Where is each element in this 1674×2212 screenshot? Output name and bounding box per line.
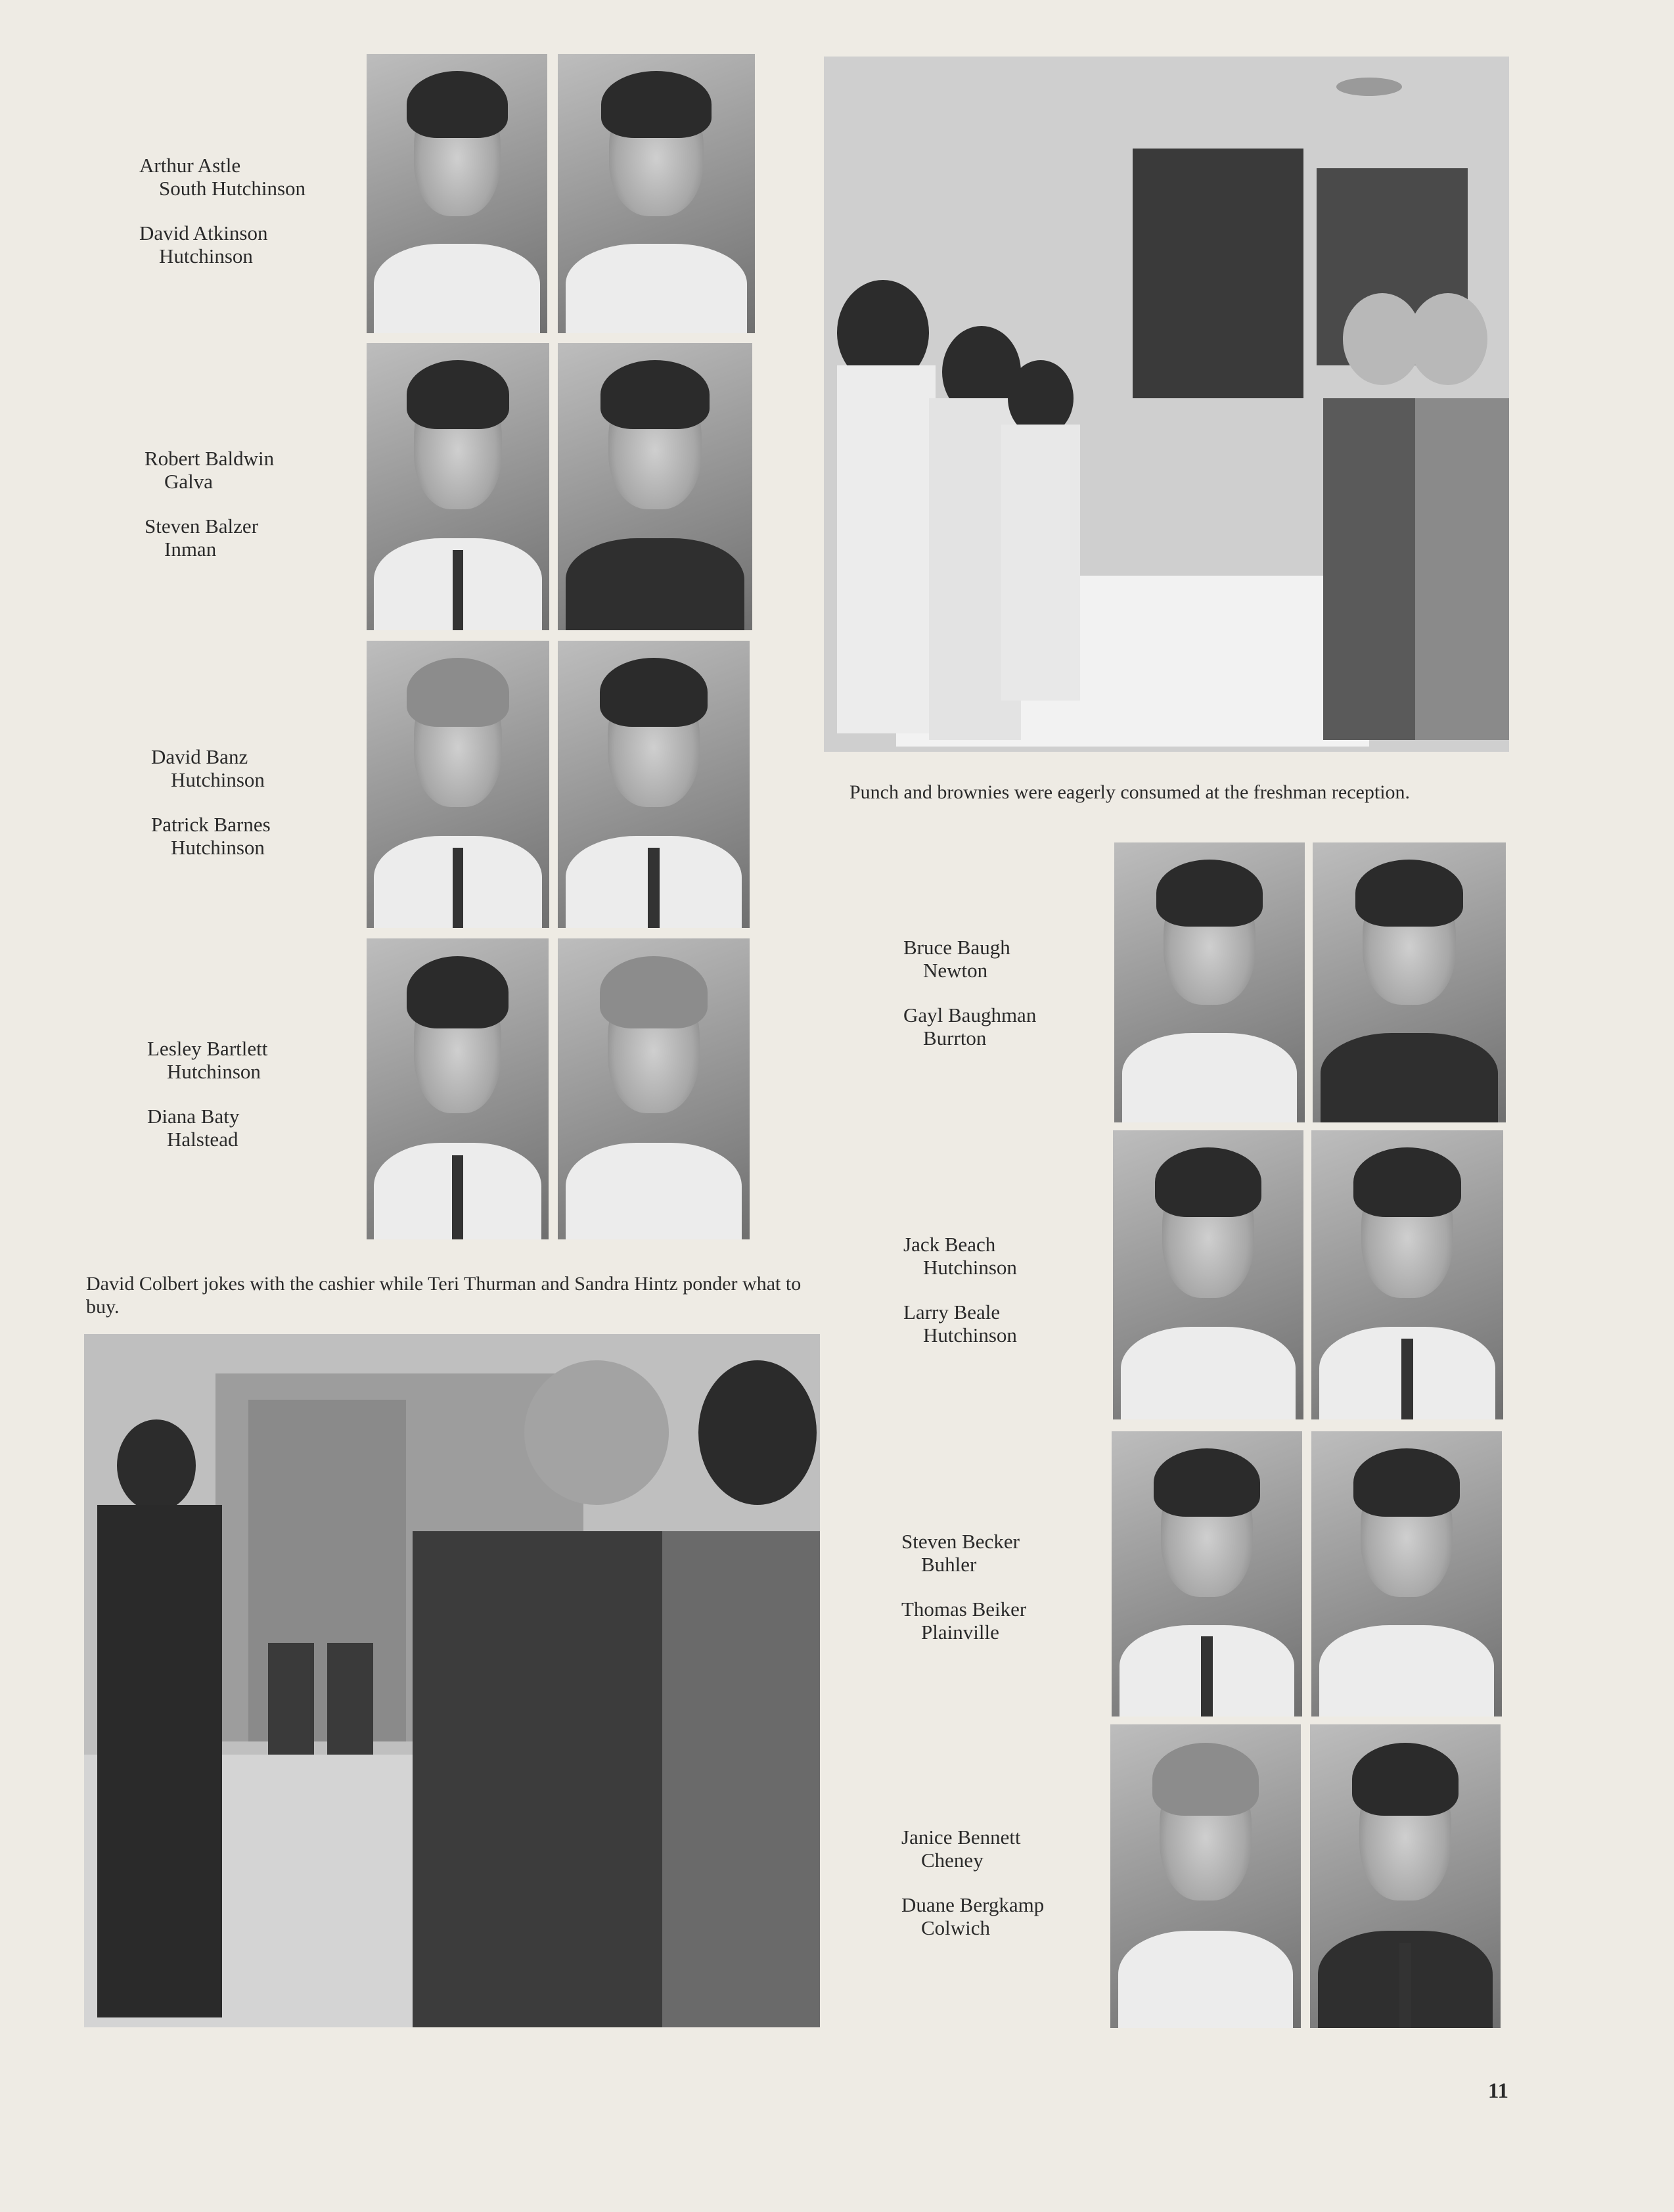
name-block-6: [903, 1233, 1017, 1347]
student-name: Robert Baldwin: [145, 447, 275, 470]
cashier-caption: David Colbert jokes with the cashier while Teri Thurman and Sandra Hintz ponder what to buy.: [86, 1273, 802, 1318]
portrait-photo: [558, 343, 752, 630]
student-name: Steven Becker: [901, 1530, 1020, 1553]
student-town: Hutchinson: [923, 1324, 1017, 1347]
student-town: Burrton: [923, 1026, 987, 1049]
student-town: Galva: [164, 470, 214, 493]
student-town: Cheney: [921, 1849, 984, 1872]
student-town: Halstead: [167, 1128, 238, 1151]
page-number: 11: [1487, 2079, 1508, 2103]
portrait-photo: [367, 938, 549, 1239]
student-town: Buhler: [921, 1553, 977, 1576]
portrait-photo: [367, 343, 549, 630]
student-town: Hutchinson: [171, 768, 265, 791]
student-name: Lesley Bartlett: [147, 1037, 268, 1060]
portrait-photo: [1311, 1130, 1503, 1419]
student-name: Bruce Baugh: [903, 936, 1010, 959]
student-town: Plainville: [921, 1621, 999, 1644]
portrait-photo: [367, 641, 549, 928]
reception-photo: [824, 57, 1509, 752]
student-town: Inman: [164, 538, 217, 561]
student-town: Newton: [923, 959, 988, 982]
student-town: Hutchinson: [923, 1256, 1017, 1279]
portrait-photo: [1110, 1724, 1301, 2028]
student-town: Colwich: [921, 1916, 991, 1939]
student-town: South Hutchinson: [159, 177, 306, 200]
portrait-photo: [558, 641, 750, 928]
name-block-3: [151, 745, 271, 859]
portrait-photo: [367, 54, 547, 333]
name-block-4: [147, 1037, 267, 1151]
reception-caption: Punch and brownies were eagerly consumed at the freshman reception.: [849, 781, 1411, 803]
reception-scene: [824, 57, 1509, 752]
portrait-photo: [1310, 1724, 1501, 2028]
student-name: Janice Bennett: [901, 1826, 1021, 1849]
student-name: David Atkinson: [139, 221, 268, 244]
name-block-1: [139, 154, 305, 267]
portrait-photo: [1113, 1130, 1303, 1419]
portrait-photo: [1112, 1431, 1302, 1717]
student-name: Arthur Astle: [139, 154, 241, 177]
portrait-photo: [1114, 842, 1305, 1122]
student-name: Jack Beach: [903, 1233, 996, 1256]
cashier-photo: [84, 1334, 820, 2027]
student-town: Hutchinson: [171, 836, 265, 859]
name-block-7: [901, 1530, 1026, 1644]
student-name: Steven Balzer: [145, 515, 259, 538]
name-block-5: [903, 936, 1036, 1049]
student-name: Larry Beale: [903, 1301, 1001, 1324]
student-name: David Banz: [151, 745, 248, 768]
student-name: Duane Bergkamp: [901, 1893, 1045, 1916]
student-town: Hutchinson: [159, 244, 253, 267]
name-block-8: [901, 1826, 1044, 1939]
student-name: Diana Baty: [147, 1105, 240, 1128]
portrait-photo: [1313, 842, 1506, 1122]
student-name: Gayl Baughman: [903, 1003, 1037, 1026]
cashier-scene: [84, 1334, 820, 2027]
student-town: Hutchinson: [167, 1060, 261, 1083]
portrait-photo: [558, 938, 750, 1239]
portrait-photo: [1311, 1431, 1502, 1717]
student-name: Patrick Barnes: [151, 813, 271, 836]
name-block-2: [145, 447, 274, 561]
student-name: Thomas Beiker: [901, 1598, 1027, 1621]
portrait-photo: [558, 54, 755, 333]
